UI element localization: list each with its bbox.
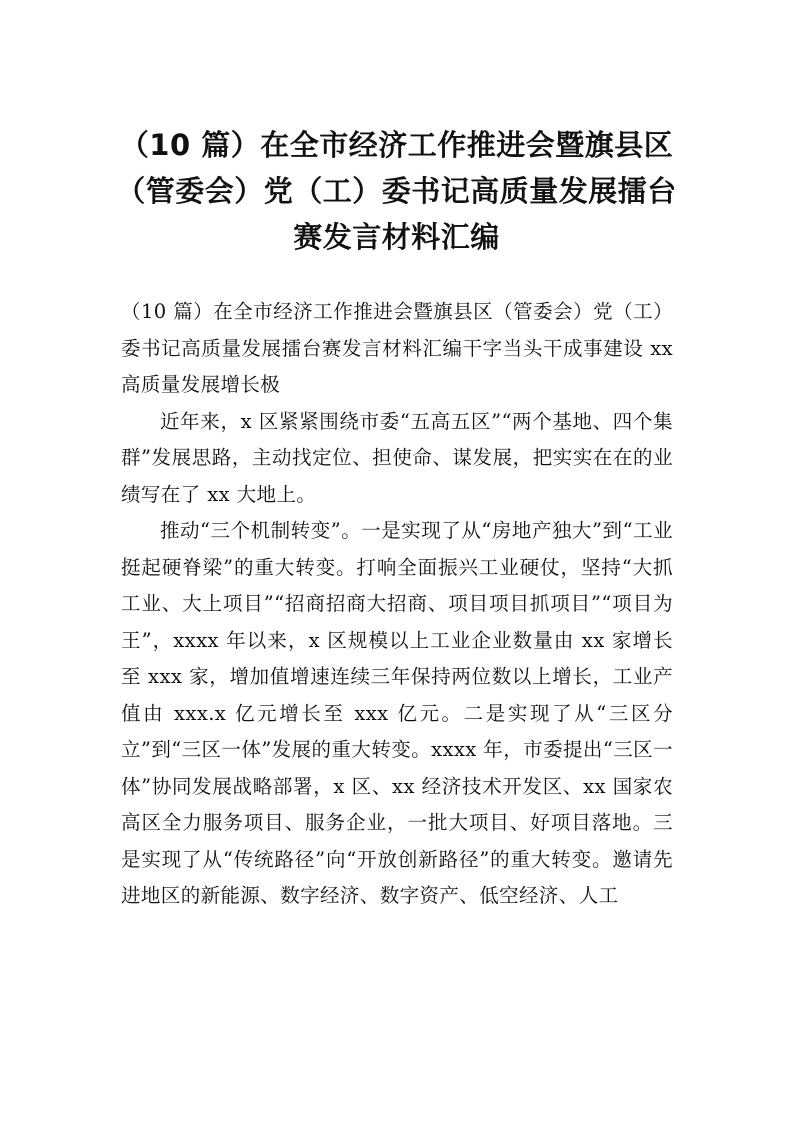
paragraph-subtitle: （10 篇）在全市经济工作推进会暨旗县区（管委会）党（工）委书记高质量发展擂台赛发言材料汇编干字当头干成事建设 xx 高质量发展增长极 [121,300,673,396]
title-line-1: （10 篇）在全市经济工作推进会暨旗县区 [119,128,674,162]
document-title [100,122,693,260]
document-body [121,294,673,915]
title-line-3: 赛发言材料汇编 [293,220,500,254]
paragraph-three-transformations: 推动“三个机制转变”。一是实现了从“房地产独大”到“工业挺起硬脊梁”的重大转变。打响全面振兴工业硬仗，坚持“大抓工业、大上项目”“招商招商大招商、项目项目抓项目”“项目为王”，xxxx 年以来，x 区规模以上工业企业数量由 xx 家增长至 xxx 家，增加值增速连续三年保持两位数以上增长，工业产值由 xxx.x 亿元增长至 xxx 亿元。二是实现了从“三区分立”到“三区一体”发展的重大转变。xxxx 年，市委提出“三区一体”协同发展战略部署，x 区、xx 经济技术开发区、xx 国家农高区全力服务项目、服务企业，一批大项目、好项目落地。三是实现了从“传统路径”向“开放创新路径”的重大转变。邀请先进地区的新能源、数字经济、数字资产、低空经济、人工 [121,519,673,907]
title-line-2: （管委会）党（工）委书记高质量发展擂台 [116,174,677,208]
paragraph-intro: 近年来，x 区紧紧围绕市委“五高五区”“两个基地、四个集群”发展思路，主动找定位、担使命、谋发展，把实实在在的业绩写在了 xx 大地上。 [121,409,673,506]
